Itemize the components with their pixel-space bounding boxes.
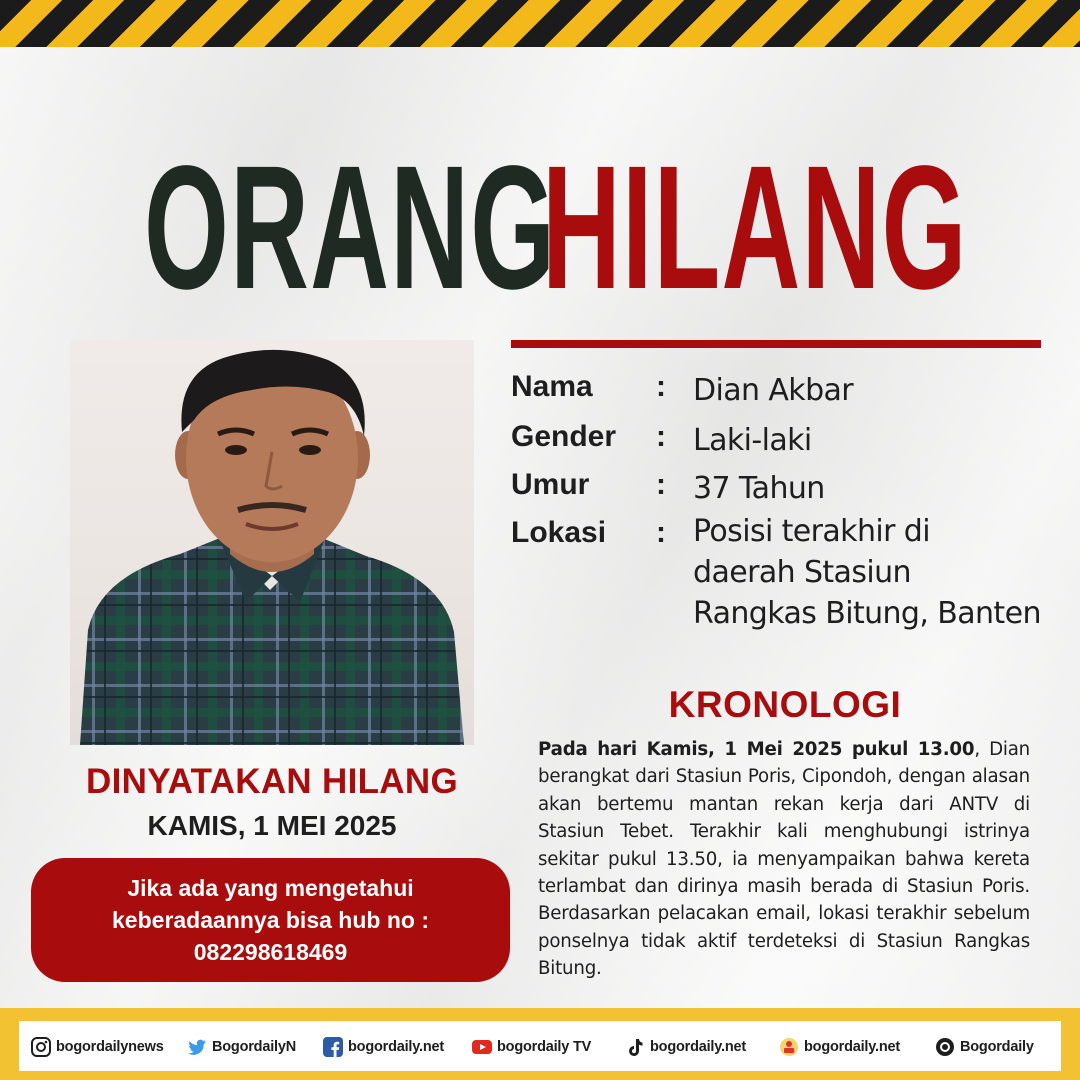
social-twitter[interactable] [186,1034,296,1060]
info-label-nama: Nama [511,370,593,403]
title-hilang: HILANG [542,130,968,326]
kronologi-text [538,736,1030,983]
missing-status-title: DINYATAKAN HILANG [86,762,458,801]
info-value-lokasi-line-1: Posisi terakhir di [693,514,930,549]
instagram-icon [30,1036,52,1058]
tiktok-icon [624,1036,646,1058]
facebook-icon [322,1036,344,1058]
contact-box [31,858,510,982]
info-value-nama: Dian Akbar [693,373,854,408]
social-label: bogordaily.net [804,1039,901,1055]
social-label: Bogordaily [960,1039,1034,1055]
social-label: BogordailyN [212,1039,296,1055]
info-value-lokasi-line-3: Rangkas Bitung, Banten [693,596,1041,631]
info-label-gender: Gender [511,420,617,453]
missing-person-photo [70,340,474,745]
info-colon: : [656,468,666,501]
info-value-umur: 37 Tahun [693,471,825,506]
social-facebook[interactable] [322,1034,444,1060]
person-portrait [70,340,474,745]
info-label-umur: Umur [511,468,590,501]
info-colon: : [656,420,666,453]
social-website[interactable] [778,1034,900,1060]
website-icon [778,1036,800,1058]
kronologi-body: , Dian berangkat dari Stasiun Poris, Cipondoh, dengan alasan akan bertemu mantan rekan kerja dari ANTV di Stasiun Tebet. Terakhir kali menghubungi istrinya sekitar pukul 13.50, ia menyampaikan bahwa kereta terlambat dan dirinya masih berada di Stasiun Poris. Berdasarkan pelacakan email, lokasi terakhir sebelum ponselnya tidak aktif terdeteksi di Stasiun Rangkas Bitung. [538,739,1031,980]
title-divider [511,340,1041,348]
info-colon: : [656,370,666,403]
social-label: bogordaily TV [497,1039,592,1055]
kronologi-lead: Pada hari Kamis, 1 Mei 2025 pukul 13.00 [538,739,975,760]
title-orang: ORANG [144,130,557,326]
hazard-stripe-banner [0,0,1080,47]
contact-phone: 082298618469 [193,939,348,965]
social-label: bogordaily.net [650,1039,747,1055]
info-value-lokasi-line-2: daerah Stasiun [693,555,911,590]
contact-line-2: keberadaannya bisa hub no : [112,907,429,933]
social-label: bogordailynews [56,1039,164,1055]
info-label-lokasi: Lokasi [511,516,607,549]
info-value-gender: Laki-laki [693,423,812,458]
social-label: bogordaily.net [348,1039,445,1055]
social-threads[interactable] [934,1034,1034,1060]
social-tiktok[interactable] [624,1034,746,1060]
info-colon: : [656,516,666,549]
missing-status-date: KAMIS, 1 MEI 2025 [147,810,397,841]
social-instagram[interactable] [30,1034,164,1060]
threads-icon [934,1036,956,1058]
social-youtube[interactable] [471,1034,591,1060]
kronologi-title: KRONOLOGI [668,684,902,725]
twitter-icon [186,1036,208,1058]
youtube-icon [471,1036,493,1058]
contact-line-1: Jika ada yang mengetahui [127,875,414,901]
poster-title [0,130,1080,326]
